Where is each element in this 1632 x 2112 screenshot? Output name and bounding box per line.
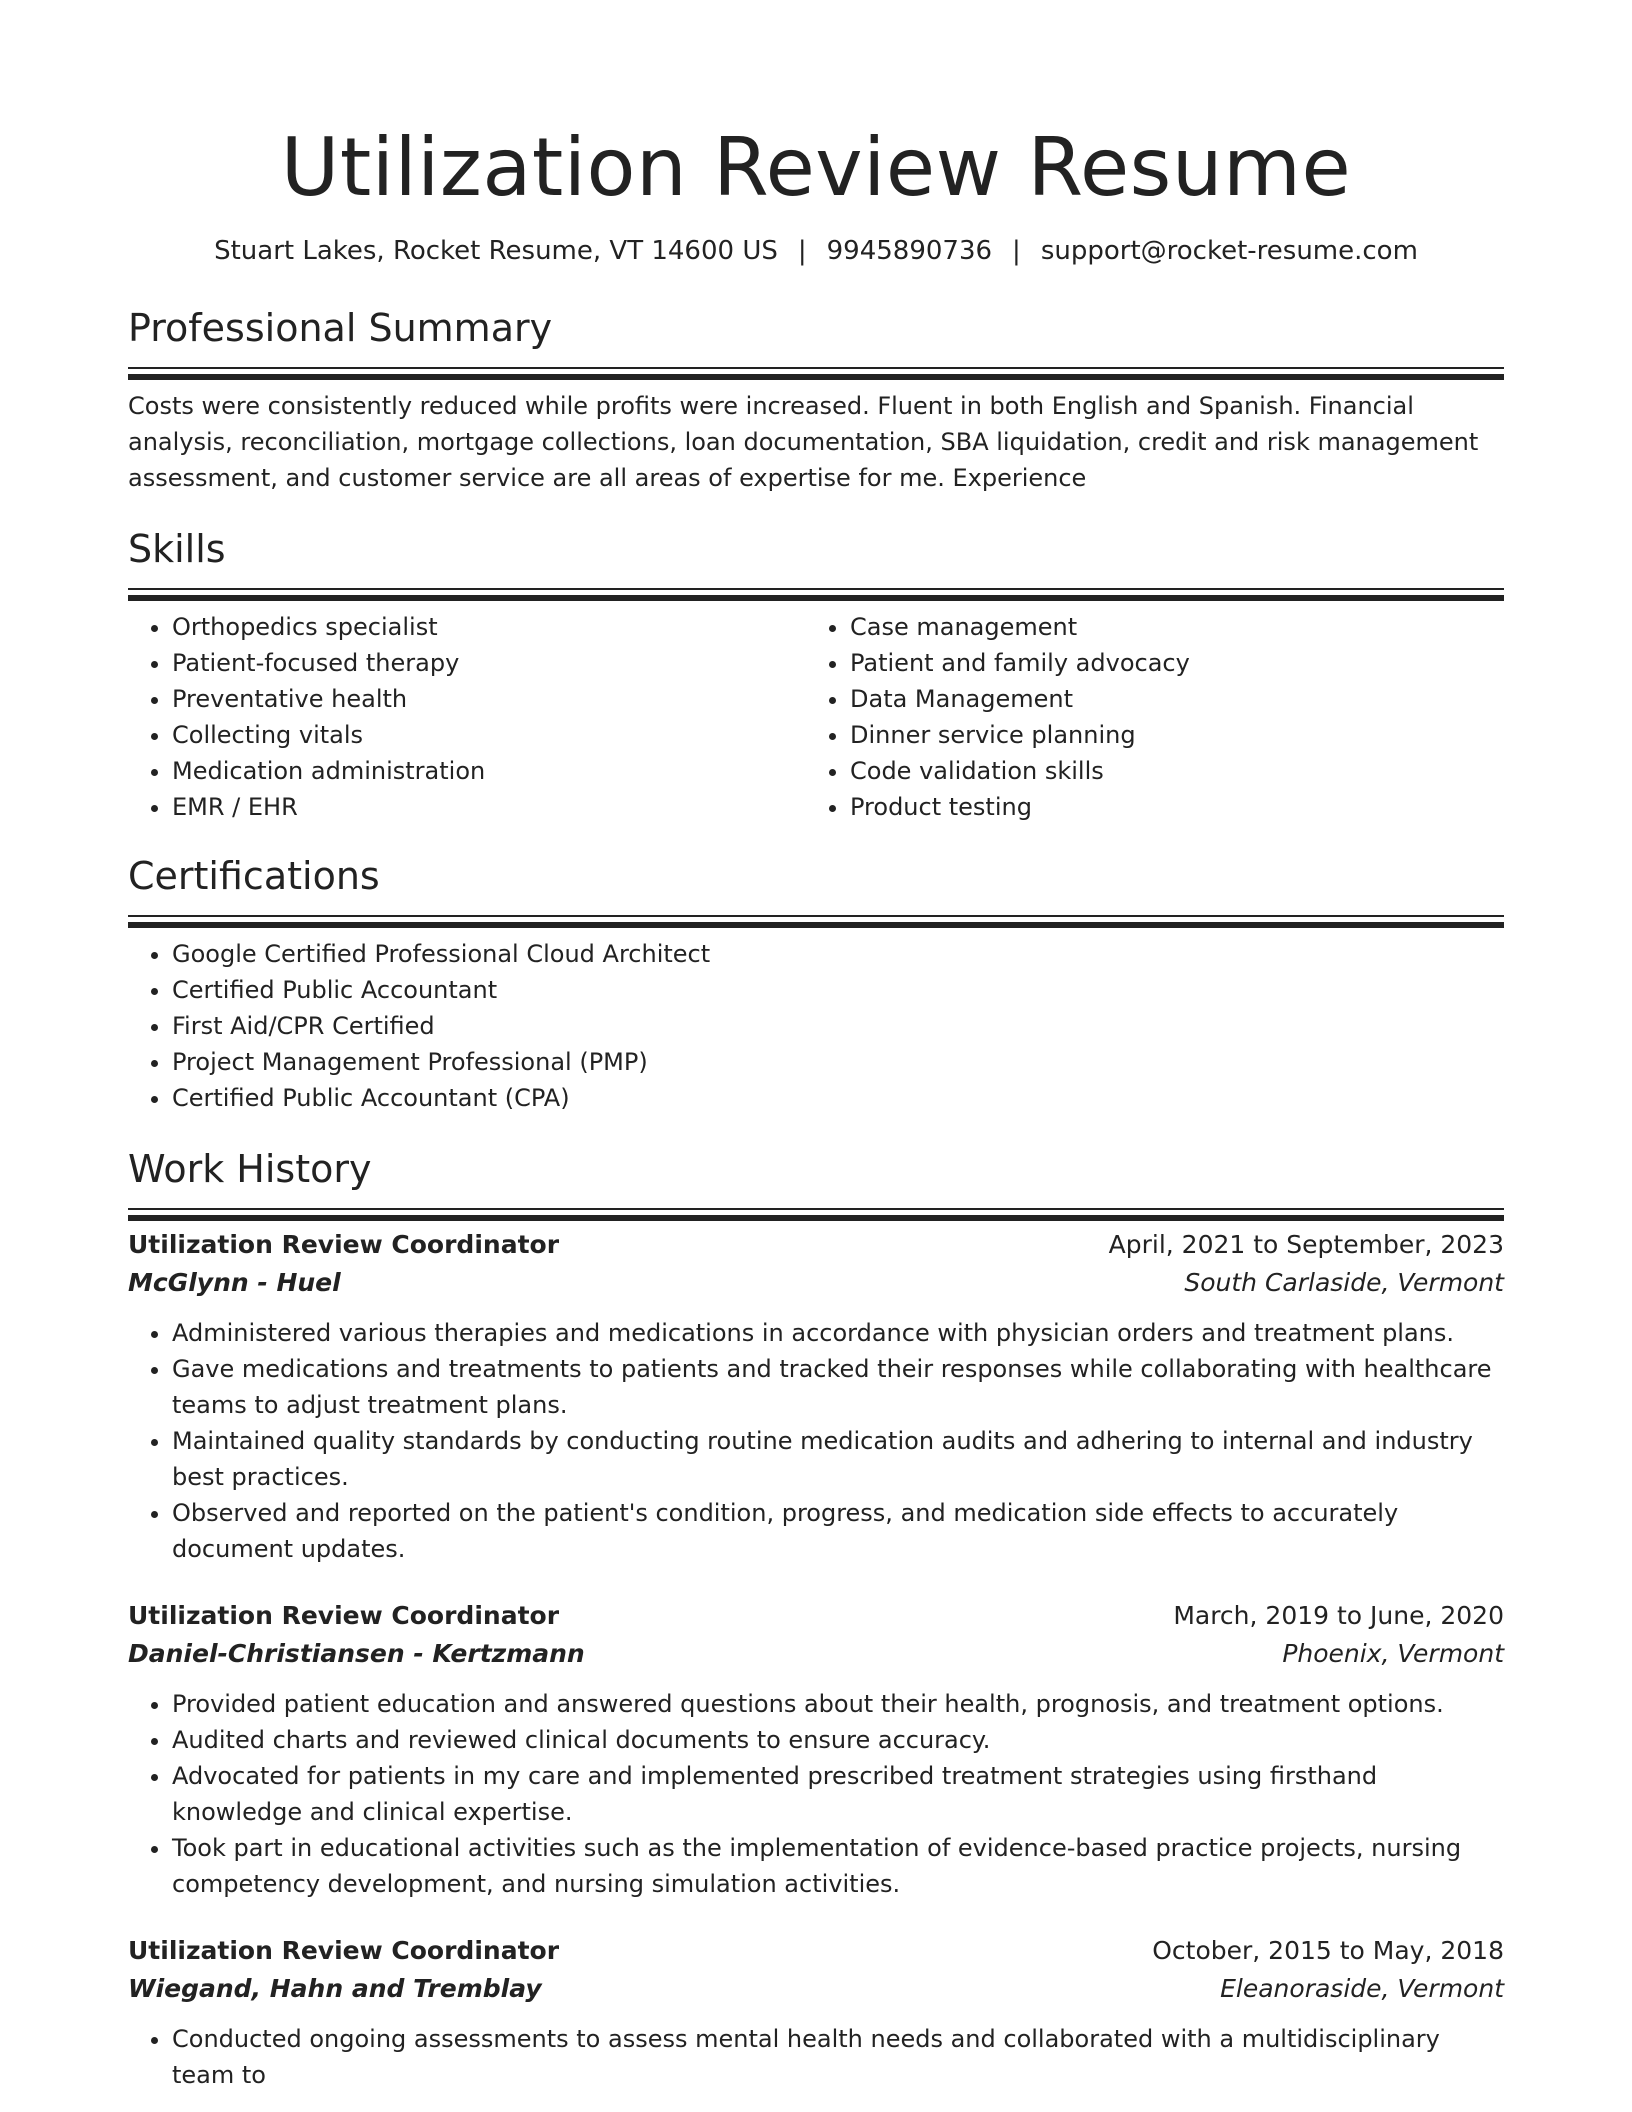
job-bullet: • Administered various therapies and medications in accordance with physician orders and treatment plans. <box>172 1315 1504 1351</box>
certifications-list <box>128 936 1504 1116</box>
job-bullet: • Observed and reported on the patient's condition, progress, and medication side effects to accurately document updates. <box>172 1495 1504 1567</box>
skills-columns <box>128 609 1504 825</box>
job-bullets <box>128 1315 1504 1567</box>
contact-separator: | <box>797 236 807 266</box>
job-dates: October, 2015 to May, 2018 <box>1152 1936 1504 1965</box>
job-entry <box>128 1932 1504 2093</box>
skills-heading: Skills <box>128 527 226 571</box>
skill-item: • Medication administration <box>172 753 806 789</box>
skills-list-left <box>128 609 806 825</box>
job-location: South Carlaside, Vermont <box>1184 1268 1504 1297</box>
skill-item: • Product testing <box>850 789 1484 825</box>
resume-title: Utilization Review Resume <box>280 121 1352 214</box>
resume-page <box>128 0 1504 2093</box>
job-header <box>128 1597 1504 1635</box>
job-location: Phoenix, Vermont <box>1282 1639 1504 1668</box>
section-divider <box>128 588 1504 590</box>
contact-address: Stuart Lakes, Rocket Resume, VT 14600 US <box>214 236 778 266</box>
job-header <box>128 1932 1504 1970</box>
job-company: Daniel-Christiansen - Kertzmann <box>128 1639 585 1668</box>
job-bullet: • Audited charts and reviewed clinical documents to ensure accuracy. <box>172 1722 1504 1758</box>
certification-item: • Certified Public Accountant (CPA) <box>172 1080 1504 1116</box>
job-header <box>128 1226 1504 1264</box>
skills-left-column <box>128 609 806 825</box>
skill-item: • Data Management <box>850 681 1484 717</box>
certification-item: • First Aid/CPR Certified <box>172 1008 1504 1044</box>
summary-heading: Professional Summary <box>128 306 553 350</box>
job-subheader <box>128 1264 1504 1302</box>
job-entry <box>128 1226 1504 1567</box>
job-bullet: • Maintained quality standards by conducting routine medication audits and adhering to internal and industry best practices. <box>172 1423 1504 1495</box>
contact-separator: | <box>1012 236 1021 266</box>
certification-item: • Certified Public Accountant <box>172 972 1504 1008</box>
job-company: McGlynn - Huel <box>128 1268 341 1297</box>
job-dates: March, 2019 to June, 2020 <box>1173 1601 1504 1630</box>
job-title: Utilization Review Coordinator <box>128 1936 560 1965</box>
job-location: Eleanoraside, Vermont <box>1220 1974 1504 2003</box>
contact-line <box>128 233 1504 269</box>
skill-item: • Orthopedics specialist <box>172 609 806 645</box>
skill-item: • EMR / EHR <box>172 789 806 825</box>
skill-item: • Collecting vitals <box>172 717 806 753</box>
section-divider <box>128 1208 1504 1210</box>
job-bullet: • Conducted ongoing assessments to assess mental health needs and collaborated with a multidisciplinary team to <box>172 2021 1504 2093</box>
skills-list-right <box>806 609 1484 825</box>
contact-email: support@rocket-resume.com <box>1040 236 1418 266</box>
summary-text: Costs were consistently reduced while profits were increased. Fluent in both English and Spanish. Financial analysis, reconciliation, mortgage collections, loan documentation, SBA liquidation, credit and risk management assessment, and customer service are all areas of expertise for me. Experience <box>128 392 1479 492</box>
skill-item: • Patient and family advocacy <box>850 645 1484 681</box>
certification-item: • Project Management Professional (PMP) <box>172 1044 1504 1080</box>
job-title: Utilization Review Coordinator <box>128 1230 560 1259</box>
job-entry <box>128 1597 1504 1902</box>
job-subheader <box>128 1970 1504 2008</box>
section-divider <box>128 915 1504 917</box>
summary-section <box>128 303 1504 496</box>
job-bullet: • Provided patient education and answered questions about their health, prognosis, and treatment options. <box>172 1686 1504 1722</box>
skill-item: • Case management <box>850 609 1484 645</box>
skill-item: • Dinner service planning <box>850 717 1484 753</box>
section-divider <box>128 367 1504 369</box>
contact-phone: 9945890736 <box>826 236 993 266</box>
job-bullet: • Advocated for patients in my care and implemented prescribed treatment strategies using firsthand knowledge and clinical expertise. <box>172 1758 1504 1830</box>
skill-item: • Code validation skills <box>850 753 1484 789</box>
skills-section <box>128 524 1504 825</box>
job-bullets <box>128 2021 1504 2093</box>
job-subheader <box>128 1635 1504 1673</box>
job-dates: April, 2021 to September, 2023 <box>1108 1230 1504 1259</box>
skill-item: • Patient-focused therapy <box>172 645 806 681</box>
job-company: Wiegand, Hahn and Tremblay <box>128 1974 542 2003</box>
work-history-section <box>128 1144 1504 2093</box>
certification-item: • Google Certified Professional Cloud Architect <box>172 936 1504 972</box>
certifications-section <box>128 851 1504 1116</box>
work-history-heading: Work History <box>128 1147 372 1191</box>
skills-right-column <box>806 609 1484 825</box>
job-bullets <box>128 1686 1504 1902</box>
certifications-heading: Certifications <box>128 854 380 898</box>
job-title: Utilization Review Coordinator <box>128 1601 560 1630</box>
skill-item: • Preventative health <box>172 681 806 717</box>
job-bullet: • Took part in educational activities such as the implementation of evidence-based practice projects, nursing competency development, and nursing simulation activities. <box>172 1830 1504 1902</box>
job-bullet: • Gave medications and treatments to patients and tracked their responses while collaborating with healthcare teams to adjust treatment plans. <box>172 1351 1504 1423</box>
